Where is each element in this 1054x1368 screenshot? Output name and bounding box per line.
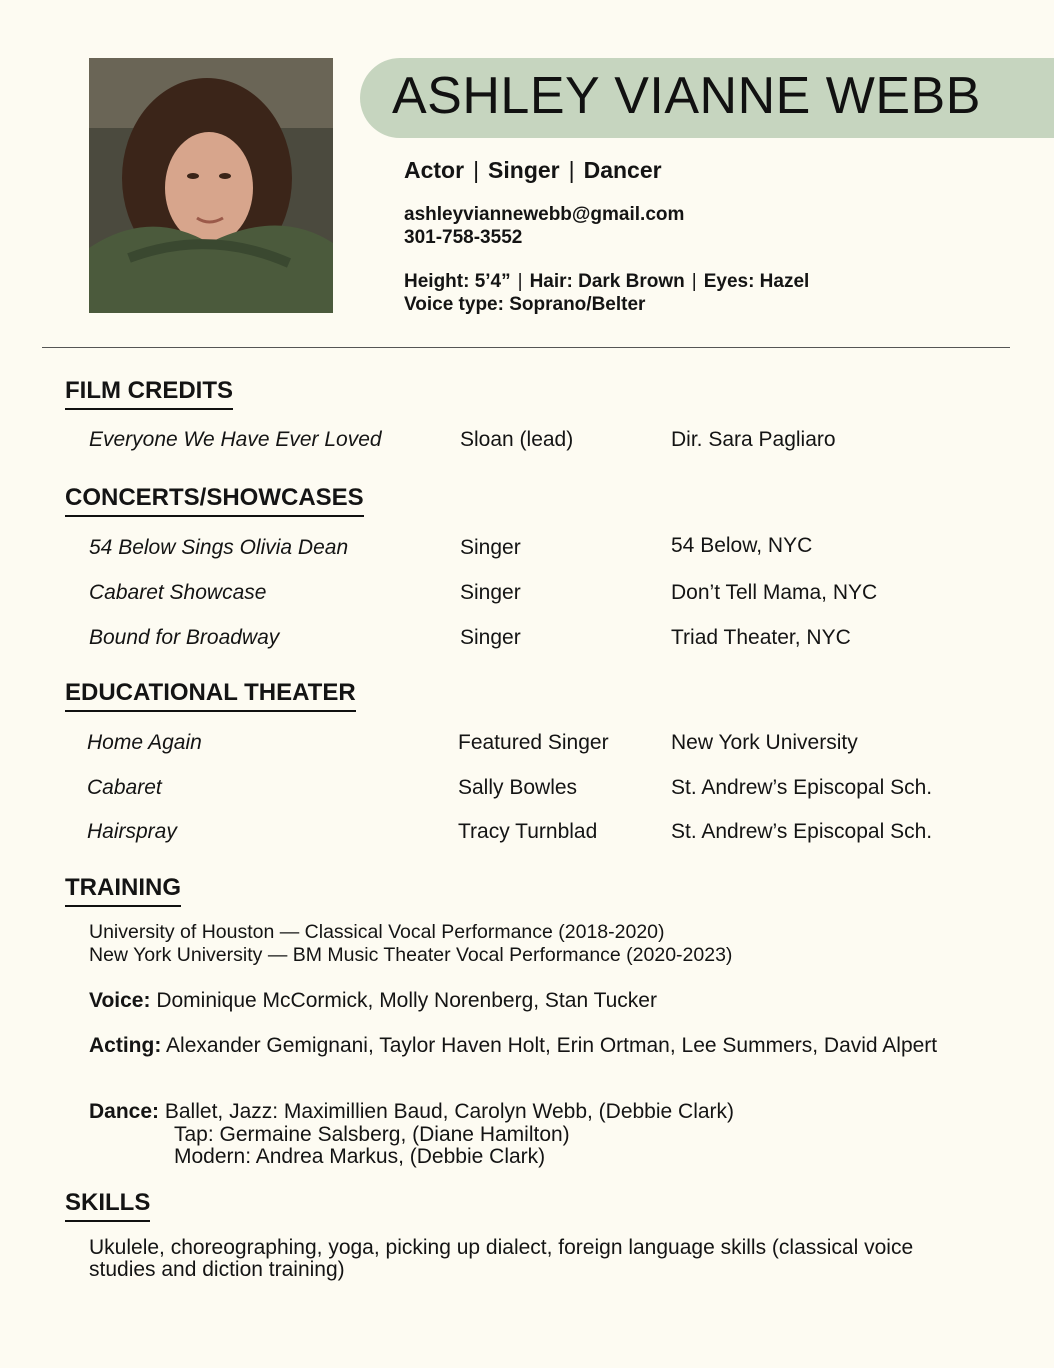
voice-label: Voice: [89,989,151,1012]
separator: | [517,271,523,292]
credit-work: Cabaret [87,776,162,799]
credit-work: Home Again [87,731,202,754]
role-actor: Actor [404,157,465,183]
dance-line: Ballet, Jazz: Maximillien Baud, Carolyn Webb, (Debbie Clark) [164,1100,735,1123]
credit-role: Sally Bowles [458,776,578,799]
training-school: University of Houston — Classical Vocal Performance (2018-2020) [89,921,665,943]
section-title-concerts: CONCERTS/SHOWCASES [65,484,364,517]
separator: | [691,271,697,292]
training-school: New York University — BM Music Theater Vocal Performance (2020-2023) [89,944,733,966]
credit-work: Hairspray [87,820,177,843]
role-singer: Singer [488,157,560,183]
email-link[interactable]: ashleyviannewebb@gmail.com [404,204,685,225]
credit-role: Singer [460,536,521,559]
credit-venue: St. Andrew’s Episcopal Sch. [671,776,933,799]
hair-stat: Hair: Dark Brown [529,271,685,292]
credit-role: Tracy Turnblad [458,820,598,843]
credit-work: 54 Below Sings Olivia Dean [89,536,349,559]
credit-work: Cabaret Showcase [89,581,267,604]
phone-number: 301-758-3552 [404,227,523,248]
table-row [0,426,1054,454]
credit-work: Bound for Broadway [89,626,280,649]
voice-teachers: Dominique McCormick, Molly Norenberg, Stan Tucker [156,989,657,1012]
eyes-stat: Eyes: Hazel [703,271,810,292]
role-dancer: Dancer [583,157,662,183]
headshot-photo [89,58,333,313]
physical-stats [404,270,809,316]
table-row [0,579,1054,607]
section-title-training: TRAINING [65,874,181,907]
credit-venue: Dir. Sara Pagliaro [671,428,836,451]
height-stat: Height: 5’4” [404,271,511,292]
table-row [0,774,1054,802]
credit-venue: Triad Theater, NYC [671,626,851,649]
training-dance [89,1101,969,1123]
contact-info [404,203,684,249]
dance-line: Modern: Andrea Markus, (Debbie Clark) [174,1145,546,1168]
skills-text: Ukulele, choreographing, yoga, picking up dialect, foreign language skills (classical voice studies and diction training) [89,1236,914,1281]
credit-role: Singer [460,581,521,604]
acting-teachers: Alexander Gemignani, Taylor Haven Holt, Erin Ortman, Lee Summers, David Alpert [166,1034,938,1057]
credit-venue: New York University [671,731,858,754]
acting-label: Acting: [89,1034,162,1057]
credit-role: Singer [460,626,521,649]
credit-role: Featured Singer [458,731,609,754]
credit-venue: 54 Below, NYC [671,534,813,557]
table-row [0,729,1054,757]
full-name: ASHLEY VIANNE WEBB [392,67,981,125]
section-title-skills: SKILLS [65,1189,150,1222]
table-row [0,818,1054,846]
dance-label: Dance: [89,1100,160,1123]
credit-role: Sloan (lead) [460,428,574,451]
voice-type: Voice type: Soprano/Belter [404,294,646,315]
header-divider [42,347,1010,348]
training-voice [89,990,969,1012]
credit-venue: Don’t Tell Mama, NYC [671,581,878,604]
dance-line: Tap: Germaine Salsberg, (Diane Hamilton) [174,1123,570,1146]
roles-line [404,157,662,184]
table-row [0,624,1054,652]
section-title-educational: EDUCATIONAL THEATER [65,679,356,712]
separator: | [568,157,575,183]
credit-venue: St. Andrew’s Episcopal Sch. [671,820,933,843]
section-title-film: FILM CREDITS [65,377,233,410]
credit-work: Everyone We Have Ever Loved [89,428,382,451]
training-acting [89,1035,969,1057]
table-row [0,534,1054,562]
separator: | [473,157,480,183]
